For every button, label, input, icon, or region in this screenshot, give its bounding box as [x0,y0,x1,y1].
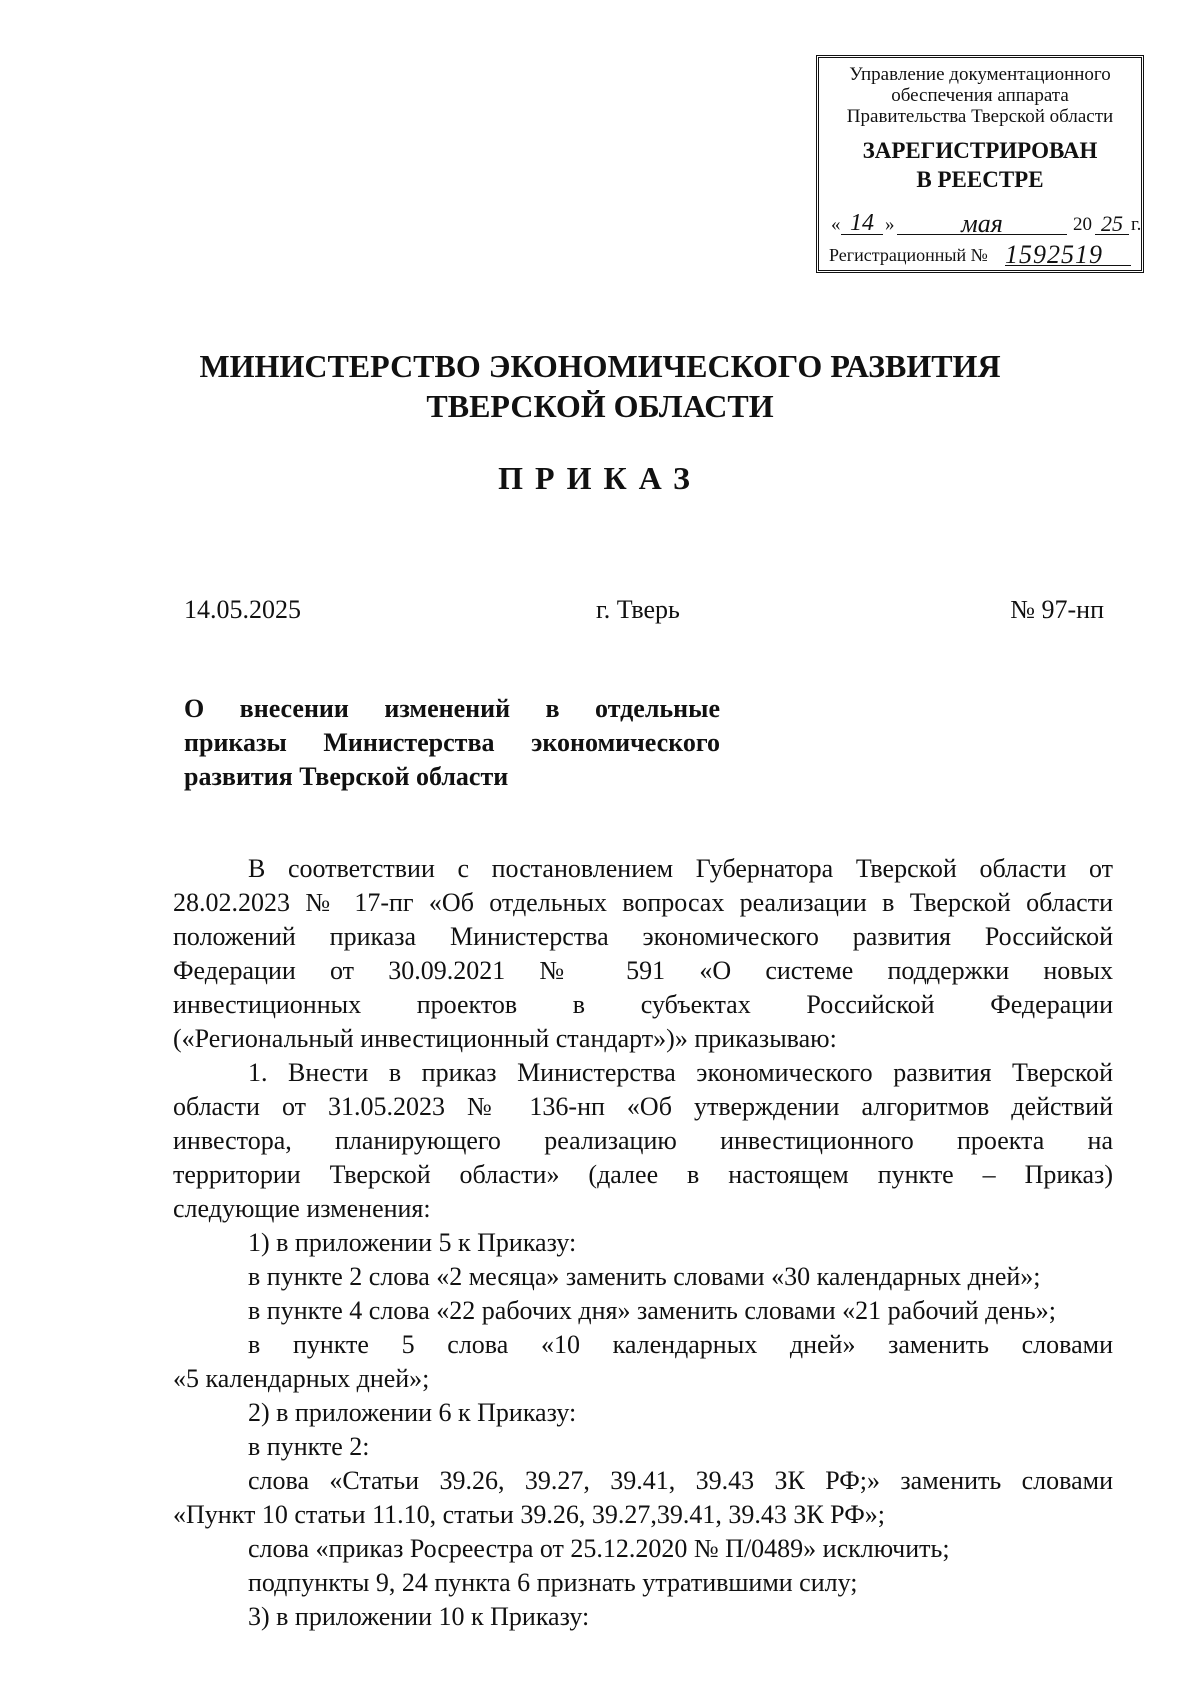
stamp-year-suffix: г. [1131,214,1142,235]
body-line-9: инвестора, планирующего реализацию инвестиционного проекта на [173,1126,1113,1155]
body-line-17: 2) в приложении 6 к Приказу: [248,1398,577,1427]
body-line-2: 28.02.2023 № 17-пг «Об отдельных вопросах реализации в Тверской области [173,888,1113,917]
body-line-19: слова «Статьи 39.26, 39.27, 39.41, 39.43 ЗК РФ;» заменить словами [248,1466,1113,1495]
subject-line-1: О внесении изменений в отдельные [184,694,720,723]
body-line-18: в пункте 2: [248,1432,370,1461]
document-type-title: ПРИКАЗ [498,460,702,496]
body-line-1: В соответствии с постановлением Губернатора Тверской области от [248,854,1113,883]
stamp-month: мая [897,213,1067,235]
subject-line-3: развития Тверской области [184,762,509,791]
body-line-21: слова «приказ Росреестра от 25.12.2020 № П/0489» исключить; [248,1534,950,1563]
body-line-12: 1) в приложении 5 к Приказу: [248,1228,577,1257]
body-line-10: территории Тверской области» (далее в настоящем пункте – Приказ) [173,1160,1113,1189]
stamp-quote-close: » [885,214,895,235]
document-subject [184,692,720,794]
body-line-15: в пункте 5 слова «10 календарных дней» заменить словами [248,1330,1113,1359]
stamp-quote-open: « [831,214,841,235]
body-line-23: 3) в приложении 10 к Приказу: [248,1602,590,1631]
stamp-registered-line-1: ЗАРЕГИСТРИРОВАН [862,138,1098,163]
ministry-title-line-2: ТВЕРСКОЙ ОБЛАСТИ [426,388,774,424]
ministry-title [0,346,1200,426]
document-meta-row [184,592,1104,628]
stamp-date-line [829,205,1142,239]
body-line-16: «5 календарных дней»; [173,1364,430,1393]
stamp-dept-line-2: обеспечения аппарата [891,85,1069,106]
registration-stamp [816,55,1144,273]
document-number: № 97-нп [1010,595,1104,624]
stamp-dept-line-1: Управление документационного [849,64,1111,85]
body-line-13: в пункте 2 слова «2 месяца» заменить словами «30 календарных дней»; [248,1262,1041,1291]
document-body [173,852,1113,1634]
body-line-22: подпункты 9, 24 пункта 6 признать утратившими силу; [248,1568,858,1597]
stamp-registered-line-2: В РЕЕСТРЕ [916,167,1044,192]
document-date: 14.05.2025 [184,595,301,624]
stamp-century: 20 [1073,214,1092,235]
body-line-4: Федерации от 30.09.2021 № 591 «О системе поддержки новых [173,956,1113,985]
stamp-dept-line-3: Правительства Тверской области [846,106,1114,127]
stamp-day: 14 [841,213,883,235]
document-city: г. Тверь [596,595,680,624]
stamp-registered-title [825,136,1135,194]
body-line-8: области от 31.05.2023 № 136-нп «Об утверждении алгоритмов действий [173,1092,1113,1121]
body-line-20: «Пункт 10 статьи 11.10, статьи 39.26, 39.27,39.41, 39.43 ЗК РФ»; [173,1500,885,1529]
body-line-7: 1. Внести в приказ Министерства экономического развития Тверской [248,1058,1113,1087]
ministry-title-line-1: МИНИСТЕРСТВО ЭКОНОМИЧЕСКОГО РАЗВИТИЯ [199,348,1001,384]
stamp-regnum-line [829,242,1135,268]
stamp-regnum-label: Регистрационный № [829,245,988,265]
body-line-5: инвестиционных проектов в субъектах Российской Федерации [173,990,1113,1019]
subject-line-2: приказы Министерства экономического [184,728,720,757]
body-line-11: следующие изменения: [173,1194,431,1223]
stamp-year: 25 [1095,213,1129,235]
body-line-6: («Региональный инвестиционный стандарт»)» приказываю: [173,1024,837,1053]
stamp-regnum-value: 1592519 [1005,244,1131,266]
body-line-14: в пункте 4 слова «22 рабочих дня» заменить словами «21 рабочий день»; [248,1296,1056,1325]
body-line-3: положений приказа Министерства экономического развития Российской [173,922,1113,951]
